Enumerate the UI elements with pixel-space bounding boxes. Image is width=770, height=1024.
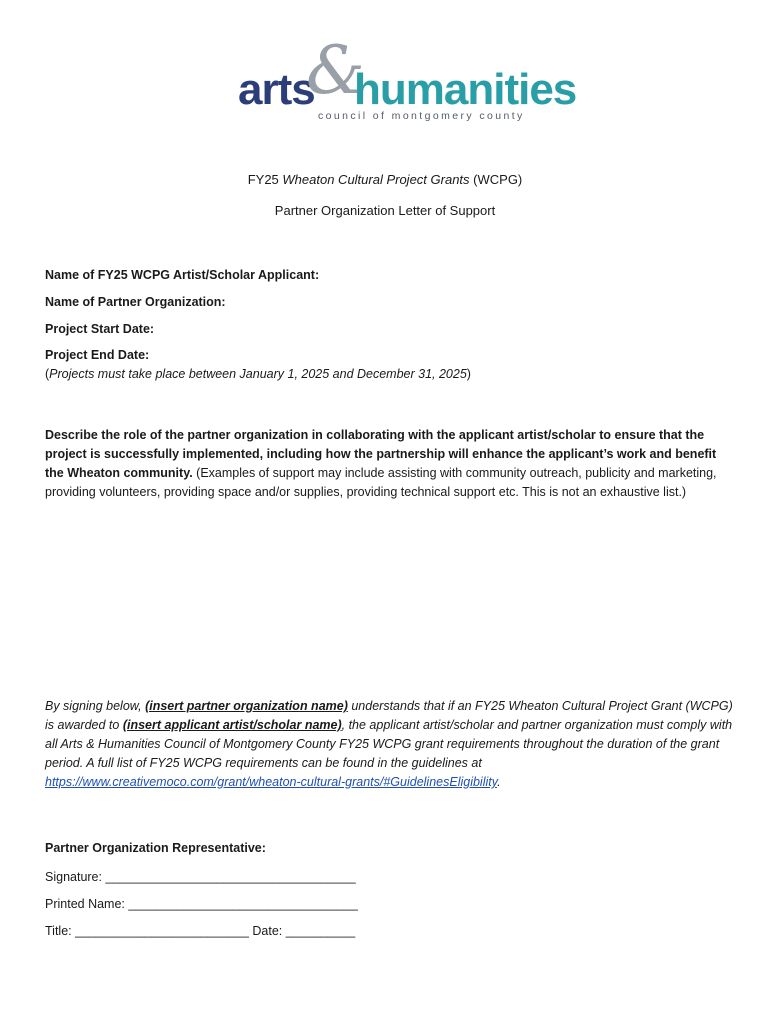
start-date-field: Project Start Date:	[45, 322, 155, 336]
end-date-field: Project End Date:	[45, 348, 150, 362]
partner-name-field: Name of Partner Organization:	[45, 295, 226, 309]
logo-ampersand: &	[306, 32, 365, 109]
representative-heading: Partner Organization Representative:	[45, 841, 266, 855]
logo-arts: arts	[238, 65, 315, 114]
describe-role-prompt: Describe the role of the partner organization in collaborating with the applicant artist/scholar to ensure that the project is successfully implemented, including how the partnership will enhance the applicant’s work and benefit the Wheaton community. (Examples of support may include assisting with community outreach, publicity and marketing, providing volunteers, providing space and/or supplies, providing technical support etc. This is not an exhaustive list.)	[45, 428, 717, 499]
applicant-name-field: Name of FY25 WCPG Artist/Scholar Applicant:	[45, 268, 320, 282]
applicant-name-placeholder: (insert applicant artist/scholar name)	[122, 718, 342, 732]
guidelines-link[interactable]: https://www.creativemoco.com/grant/wheaton-cultural-grants/#GuidelinesEligibility	[45, 775, 498, 789]
printed-name-line: Printed Name: _________________________________	[45, 897, 358, 911]
council-logo	[236, 32, 577, 124]
logo-tagline: council of montgomery county	[318, 110, 525, 122]
logo-humanities: humanities	[354, 65, 577, 114]
document-subtitle: Partner Organization Letter of Support	[274, 203, 496, 218]
agreement-paragraph: By signing below, (insert partner organization name) understands that if an FY25 Wheaton Cultural Project Grant (WCPG) is awarded to (insert applicant artist/scholar name), the applicant artist/scholar and partner organization must comply with all Arts & Humanities Council of Montgomery County FY25 WCPG grant requirements throughout the duration of the grant period. A full list of FY25 WCPG requirements can be found in the guidelines at https://www.creativemoco.com/grant/wheaton-cultural-grants/#GuidelinesEligibility.	[45, 699, 733, 789]
date-range-note: (Projects must take place between January 1, 2025 and December 31, 2025)	[45, 367, 471, 381]
title-date-line: Title: _________________________ Date: __________	[45, 924, 356, 938]
partner-name-placeholder: (insert partner organization name)	[145, 699, 348, 713]
document-title: FY25 Wheaton Cultural Project Grants (WCPG)	[247, 172, 523, 187]
signature-line: Signature: ____________________________________	[45, 870, 356, 884]
